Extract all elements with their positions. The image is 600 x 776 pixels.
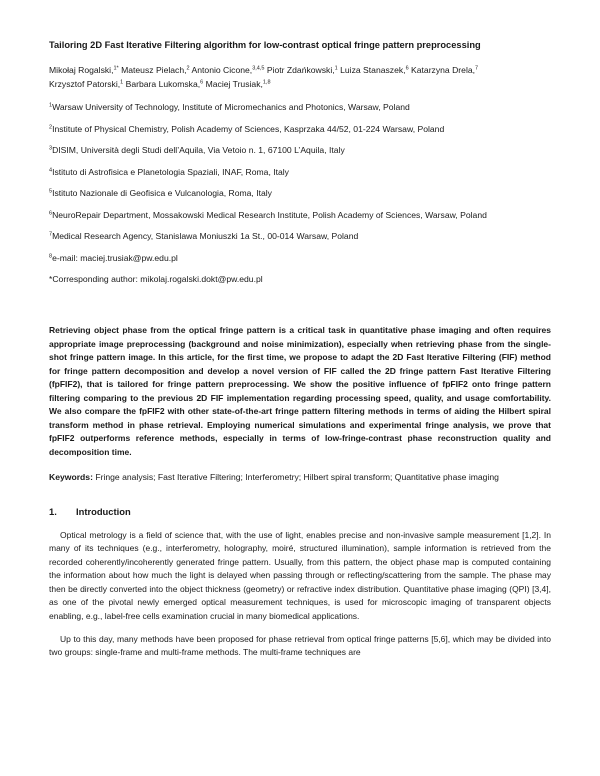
keywords (49, 471, 551, 485)
section-title: Introduction (76, 505, 131, 517)
author: Krzysztof Patorski,$^1$ (49, 78, 124, 89)
affiliation: $^1$Warsaw University of Technology, Institute of Micromechanics and Photonics, Warsaw, Poland (49, 102, 410, 112)
affiliation: $^2$Institute of Physical Chemistry, Polish Academy of Sciences, Kasprzaka 44/52, 01-224 Warsaw, Poland (49, 123, 445, 134)
section-heading (49, 506, 551, 517)
keywords-label: Keywords: (49, 472, 93, 482)
corresponding-author: *Corresponding author: mikolaj.rogalski.dokt@pw.edu.pl (49, 274, 263, 284)
paper-title: Tailoring 2D Fast Iterative Filtering algorithm for low-contrast optical fringe pattern preprocessing (49, 40, 481, 50)
body-paragraph: Optical metrology is a field of science that, with the use of light, enables precise and non-invasive sample measurement [1,2]. In many of its techniques (e.g., interferometry, holography, moiré, structured illumination), sample information is retrieved from the recorded coherently/incoherently generated fringe pattern. Usually, from this pattern, the object phase map is computed containing the information about how much the light is delayed when passing through or reflecting/scattering from the sample. The phase may then be directly converted into the object thickness (geometry) or refractive index distribution. Quantitative phase imaging (QPI) [3,4], as one of the pivotal newly emerged optical measurement techniques, is used for microscopic imaging of transparent objects enabling, e.g., label-free cells examination crucial in many biomedical applications. (49, 529, 551, 622)
affiliation: $^4$Istituto di Astrofisica e Planetologia Spaziali, INAF, Roma, Italy (49, 166, 289, 177)
section-number: 1. (49, 505, 57, 517)
author: Katarzyna Drela,$^7$ (411, 65, 479, 75)
abstract: Retrieving object phase from the optical fringe pattern is a critical task in quantitative phase imaging and often requires appropriate image preprocessing (background and noise minimization), especially when retrieving phase from the single-shot fringe pattern image. In this article, for the first time, we propose to adapt the 2D Fast Iterative Filtering (FIF) method for fringe pattern decomposition and develop a novel version of FIF called the 2D fringe pattern Fast Iterative Filtering (fpFIF2), that is tailored for fringe pattern preprocessing. We show the positive influence of fpFIF2 onto fringe pattern filtering comparing to the previous 2D FIF implementation regarding processing speed, quality, and usage comfortability. We also compare the fpFIF2 with other state-of-the-art fringe pattern filtering methods in terms of aiding the Hilbert spiral transform method in phase retrieval. Employing numerical simulations and experimental fringe analysis, we prove that fpFIF2 outperforms reference methods, especially in terms of low-fringe-contrast phase reconstruction quality and decomposition time. (49, 325, 551, 457)
author: Luiza Stanaszek,$^6$ (340, 65, 409, 75)
keywords-text: Fringe analysis; Fast Iterative Filtering; Interferometry; Hilbert spiral transform; Quantitative phase imaging (95, 472, 499, 482)
author: Barbara Lukomska,$^6$ (125, 78, 204, 89)
affiliation-email: $^8$e-mail: maciej.trusiak@pw.edu.pl (49, 252, 178, 263)
author: Antonio Cicone,$^{3,4,5}$ (191, 65, 265, 75)
author: Piotr Zdańkowski,$^1$ (266, 65, 338, 75)
author: Maciej Trusiak,$^{1,8}$ (205, 78, 271, 89)
author: Mikołaj Rogalski,$^{1*}$ (49, 65, 119, 75)
author-list (49, 64, 551, 91)
affiliation: $^3$DISIM, Università degli Studi dell’Aquila, Via Vetoio n. 1, 67100 L’Aquila, Italy (49, 145, 345, 155)
affiliation: $^6$NeuroRepair Department, Mossakowski Medical Research Institute, Polish Academy of Sciences, Warsaw, Poland (49, 209, 487, 220)
author: Mateusz Pielach,$^2$ (121, 65, 190, 75)
body-paragraph: Up to this day, many methods have been proposed for phase retrieval from optical fringe patterns [5,6], which may be divided into two groups: single-frame and multi-frame methods. The multi-frame techniques are (49, 633, 551, 658)
affiliation: $^5$Istituto Nazionale di Geofisica e Vulcanologia, Roma, Italy (49, 188, 272, 198)
affiliation: $^7$Medical Research Agency, Stanislawa Moniuszki 1a St., 00-014 Warsaw, Poland (49, 231, 359, 241)
